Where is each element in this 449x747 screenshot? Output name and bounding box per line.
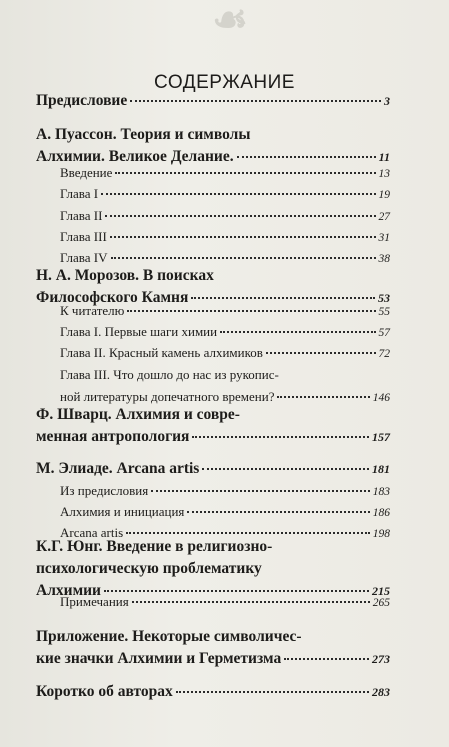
toc-page: 181	[372, 462, 390, 476]
toc-title: кие значки Алхимии и Герметизма	[36, 650, 282, 667]
dot-leader	[101, 193, 375, 195]
dot-leader	[191, 297, 375, 299]
toc-page: 146	[372, 391, 390, 404]
dot-leader	[187, 511, 369, 513]
toc-title: Примечания	[60, 594, 129, 609]
toc-title: К читателю	[60, 303, 125, 318]
toc-title-line1: К.Г. Юнг. Введение в религиозно-	[36, 538, 273, 555]
toc-entry-sub	[60, 345, 390, 367]
toc-title-line1: Приложение. Некоторые символичес-	[36, 628, 302, 645]
dot-leader	[266, 352, 376, 354]
dot-leader	[192, 436, 369, 438]
toc-page: 72	[378, 348, 390, 360]
toc-title-line1: А. Пуассон. Теория и символы	[36, 126, 251, 143]
toc-entry-poisson	[36, 126, 390, 170]
toc-page: 183	[372, 486, 390, 498]
dot-leader	[237, 156, 376, 158]
toc-title: Предисловие	[36, 92, 128, 109]
dot-leader	[104, 590, 369, 592]
dot-leader	[284, 658, 369, 660]
toc-title: М. Элиаде. Arcana artis	[36, 460, 200, 477]
toc-page: 283	[372, 685, 390, 699]
toc-title-line1: Глава III. Что дошло до нас из рукопис-	[60, 367, 279, 382]
page-title: СОДЕРЖАНИЕ	[154, 72, 295, 93]
toc-page: 38	[378, 253, 390, 265]
toc-title: Глава II. Красный камень алхимиков	[60, 345, 263, 360]
toc-page: 273	[372, 652, 390, 666]
toc-page: 31	[378, 232, 390, 244]
toc-page: 55	[378, 306, 390, 318]
toc-title: Введение	[60, 165, 113, 180]
toc-title: Алхимии	[36, 582, 101, 599]
toc-entry-sub	[60, 165, 390, 187]
toc-page: 157	[372, 430, 390, 444]
toc-title: Алхимия и инициация	[60, 504, 185, 519]
toc-page: 11	[378, 150, 390, 164]
dot-leader	[132, 601, 370, 603]
toc-title: Коротко об авторах	[36, 683, 173, 700]
toc-title-line1: Ф. Шварц. Алхимия и совре-	[36, 406, 240, 423]
toc-page: 57	[378, 327, 390, 339]
toc-title-line1: Н. А. Морозов. В поисках	[36, 267, 214, 284]
toc-title-line2: психологическую проблематику	[36, 560, 262, 577]
toc-title: Глава III	[60, 229, 107, 244]
dot-leader	[151, 490, 370, 492]
toc-entry-sub	[60, 504, 390, 526]
toc-page: 3	[384, 94, 390, 108]
toc-page: 198	[372, 528, 390, 540]
toc-title: Arcana artis	[60, 525, 124, 540]
toc-entry-sub	[60, 324, 390, 346]
toc-entry-schwarz	[36, 406, 390, 450]
toc-entry-eliade	[36, 460, 390, 482]
dot-leader	[105, 215, 375, 217]
toc-title: менная антропология	[36, 428, 190, 445]
toc-title: Философского Камня	[36, 289, 189, 306]
dot-leader	[202, 468, 369, 470]
dot-leader	[111, 257, 376, 259]
toc-entry-sub	[60, 483, 390, 505]
toc-entry-sub	[60, 229, 390, 251]
bleed-through-mark: ☙	[212, 0, 248, 42]
toc-entry-sub	[60, 303, 390, 325]
toc-title: Глава IV	[60, 250, 108, 265]
toc-title: Из предисловия	[60, 483, 149, 498]
toc-page: 186	[372, 507, 390, 519]
toc-title: Глава I. Первые шаги химии	[60, 324, 218, 339]
dot-leader	[130, 100, 381, 102]
dot-leader	[277, 396, 369, 398]
toc-title: Алхимии. Великое Делание.	[36, 148, 234, 165]
toc-entry-sub	[60, 208, 390, 230]
toc-entry-sub	[60, 186, 390, 208]
dot-leader	[176, 691, 369, 693]
toc-title: ной литературы допечатного времени?	[60, 388, 275, 404]
toc-page: 27	[378, 211, 390, 223]
toc-page: 53	[378, 291, 390, 305]
dot-leader	[110, 236, 376, 238]
toc-entry-sub	[60, 367, 390, 410]
toc-entry-appendix	[36, 628, 390, 672]
dot-leader	[126, 532, 370, 534]
toc-page: 215	[372, 584, 390, 598]
toc-page: 19	[378, 189, 390, 201]
toc-entry-preface	[36, 92, 390, 114]
dot-leader	[220, 331, 375, 333]
dot-leader	[127, 310, 375, 312]
toc-title: Глава II	[60, 208, 103, 223]
toc-entry-authors	[36, 683, 390, 705]
toc-entry-sub	[60, 594, 390, 616]
toc-page: 265	[372, 597, 390, 609]
toc-title: Глава I	[60, 186, 99, 201]
toc-page: 13	[378, 168, 390, 180]
dot-leader	[115, 172, 375, 174]
